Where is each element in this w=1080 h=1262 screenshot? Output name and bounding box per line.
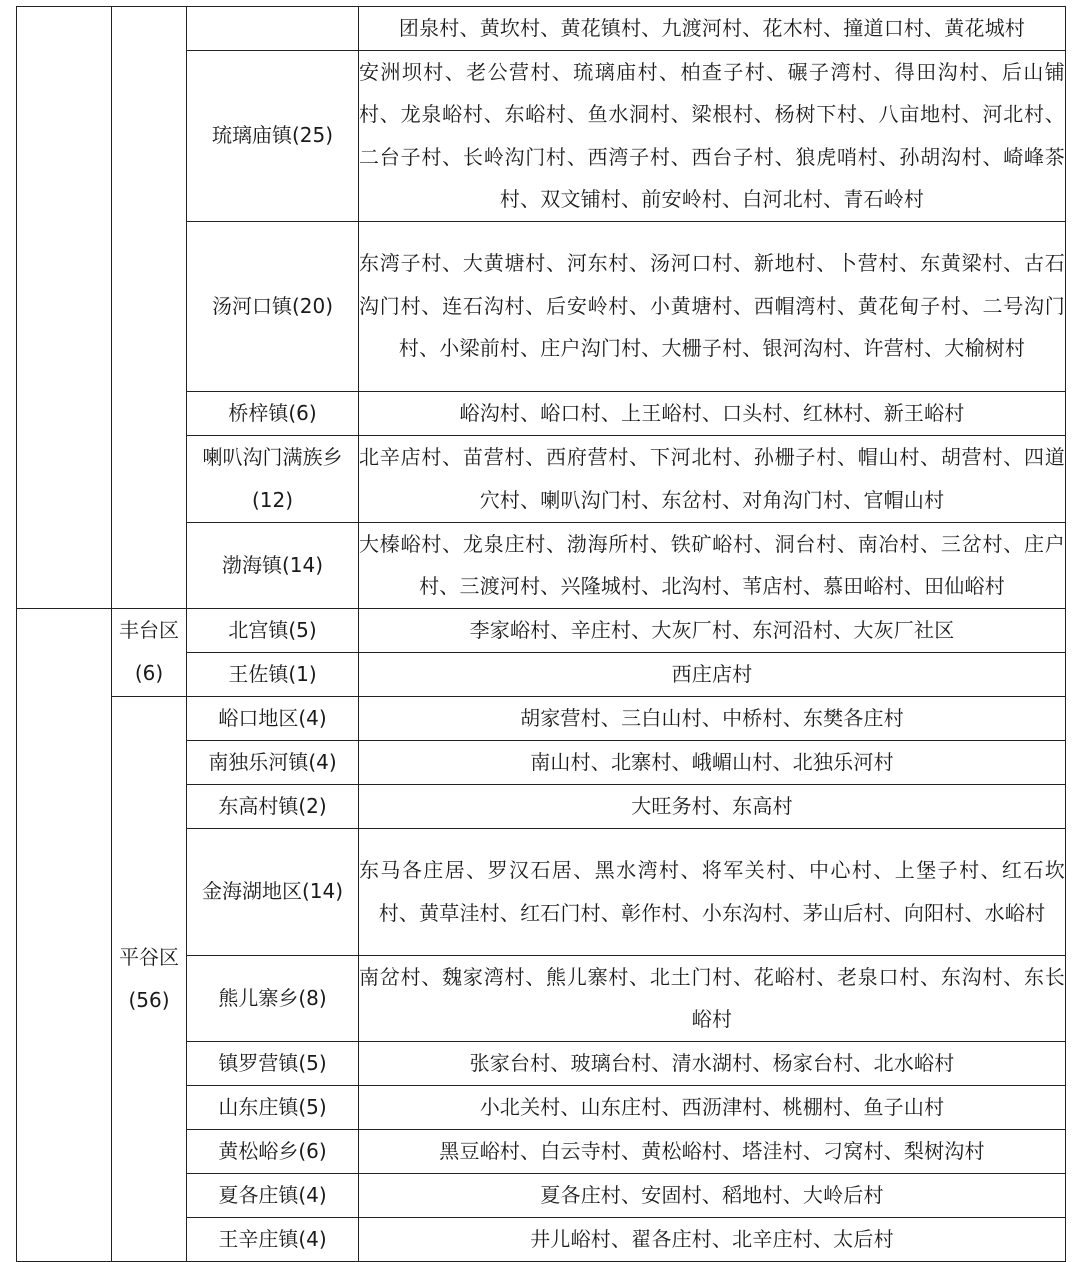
table-row — [17, 7, 1066, 51]
region-cell-empty — [17, 7, 112, 609]
town-cell: 熊儿寨乡(8) — [187, 955, 359, 1041]
district-cell: 平谷区(56) — [112, 696, 187, 1261]
villages-cell: 胡家营村、三白山村、中桥村、东樊各庄村 — [359, 696, 1066, 740]
villages-cell: 西庄店村 — [359, 652, 1066, 696]
villages-cell: 东湾子村、大黄塘村、河东村、汤河口村、新地村、卜营村、东黄梁村、古石沟门村、连石沟村、后安岭村、小黄塘村、西帽湾村、黄花甸子村、二号沟门村、小梁前村、庄户沟门村、大栅子村、银河沟村、许营村、大榆树村 — [359, 221, 1066, 391]
town-cell: 喇叭沟门满族乡(12) — [187, 435, 359, 522]
town-cell: 夏各庄镇(4) — [187, 1173, 359, 1217]
villages-cell: 夏各庄村、安固村、稻地村、大岭后村 — [359, 1173, 1066, 1217]
town-cell: 镇罗营镇(5) — [187, 1041, 359, 1085]
town-cell: 王佐镇(1) — [187, 652, 359, 696]
table-row — [17, 608, 1066, 652]
villages-cell: 北辛店村、苗营村、西府营村、下河北村、孙栅子村、帽山村、胡营村、四道穴村、喇叭沟门村、东岔村、对角沟门村、官帽山村 — [359, 435, 1066, 522]
region-cell-empty — [17, 608, 112, 1261]
villages-cell: 张家台村、玻璃台村、清水湖村、杨家台村、北水峪村 — [359, 1041, 1066, 1085]
villages-cell: 小北关村、山东庄村、西沥津村、桃棚村、鱼子山村 — [359, 1085, 1066, 1129]
town-cell — [187, 7, 359, 51]
table-row — [17, 696, 1066, 740]
district-cell-empty — [112, 7, 187, 609]
villages-cell: 南岔村、魏家湾村、熊儿寨村、北土门村、花峪村、老泉口村、东沟村、东长峪村 — [359, 955, 1066, 1041]
town-cell: 南独乐河镇(4) — [187, 740, 359, 784]
villages-cell: 南山村、北寨村、峨嵋山村、北独乐河村 — [359, 740, 1066, 784]
town-cell: 黄松峪乡(6) — [187, 1129, 359, 1173]
villages-cell: 安洲坝村、老公营村、琉璃庙村、柏查子村、碾子湾村、得田沟村、后山铺村、龙泉峪村、东峪村、鱼水洞村、梁根村、杨树下村、八亩地村、河北村、二台子村、长岭沟门村、西湾子村、西台子村、狼虎哨村、孙胡沟村、崎峰茶村、双文铺村、前安岭村、白河北村、青石岭村 — [359, 50, 1066, 221]
town-cell: 峪口地区(4) — [187, 696, 359, 740]
villages-cell: 峪沟村、峪口村、上王峪村、口头村、红林村、新王峪村 — [359, 391, 1066, 435]
town-cell: 渤海镇(14) — [187, 522, 359, 608]
town-cell: 汤河口镇(20) — [187, 221, 359, 391]
town-cell: 东高村镇(2) — [187, 784, 359, 828]
town-cell: 琉璃庙镇(25) — [187, 50, 359, 221]
villages-cell: 东马各庄居、罗汉石居、黑水湾村、将军关村、中心村、上堡子村、红石坎村、黄草洼村、红石门村、彰作村、小东沟村、茅山后村、向阳村、水峪村 — [359, 828, 1066, 955]
villages-cell: 大榛峪村、龙泉庄村、渤海所村、铁矿峪村、洞台村、南冶村、三岔村、庄户村、三渡河村、兴隆城村、北沟村、苇店村、慕田峪村、田仙峪村 — [359, 522, 1066, 608]
villages-cell: 团泉村、黄坎村、黄花镇村、九渡河村、花木村、撞道口村、黄花城村 — [359, 7, 1066, 51]
town-cell: 金海湖地区(14) — [187, 828, 359, 955]
district-cell: 丰台区(6) — [112, 608, 187, 696]
villages-cell: 李家峪村、辛庄村、大灰厂村、东河沿村、大灰厂社区 — [359, 608, 1066, 652]
villages-cell: 黑豆峪村、白云寺村、黄松峪村、塔洼村、刁窝村、梨树沟村 — [359, 1129, 1066, 1173]
town-cell: 王辛庄镇(4) — [187, 1217, 359, 1261]
village-list-table — [16, 6, 1066, 1262]
town-cell: 桥梓镇(6) — [187, 391, 359, 435]
town-cell: 山东庄镇(5) — [187, 1085, 359, 1129]
villages-cell: 井儿峪村、翟各庄村、北辛庄村、太后村 — [359, 1217, 1066, 1261]
villages-cell: 大旺务村、东高村 — [359, 784, 1066, 828]
town-cell: 北宫镇(5) — [187, 608, 359, 652]
